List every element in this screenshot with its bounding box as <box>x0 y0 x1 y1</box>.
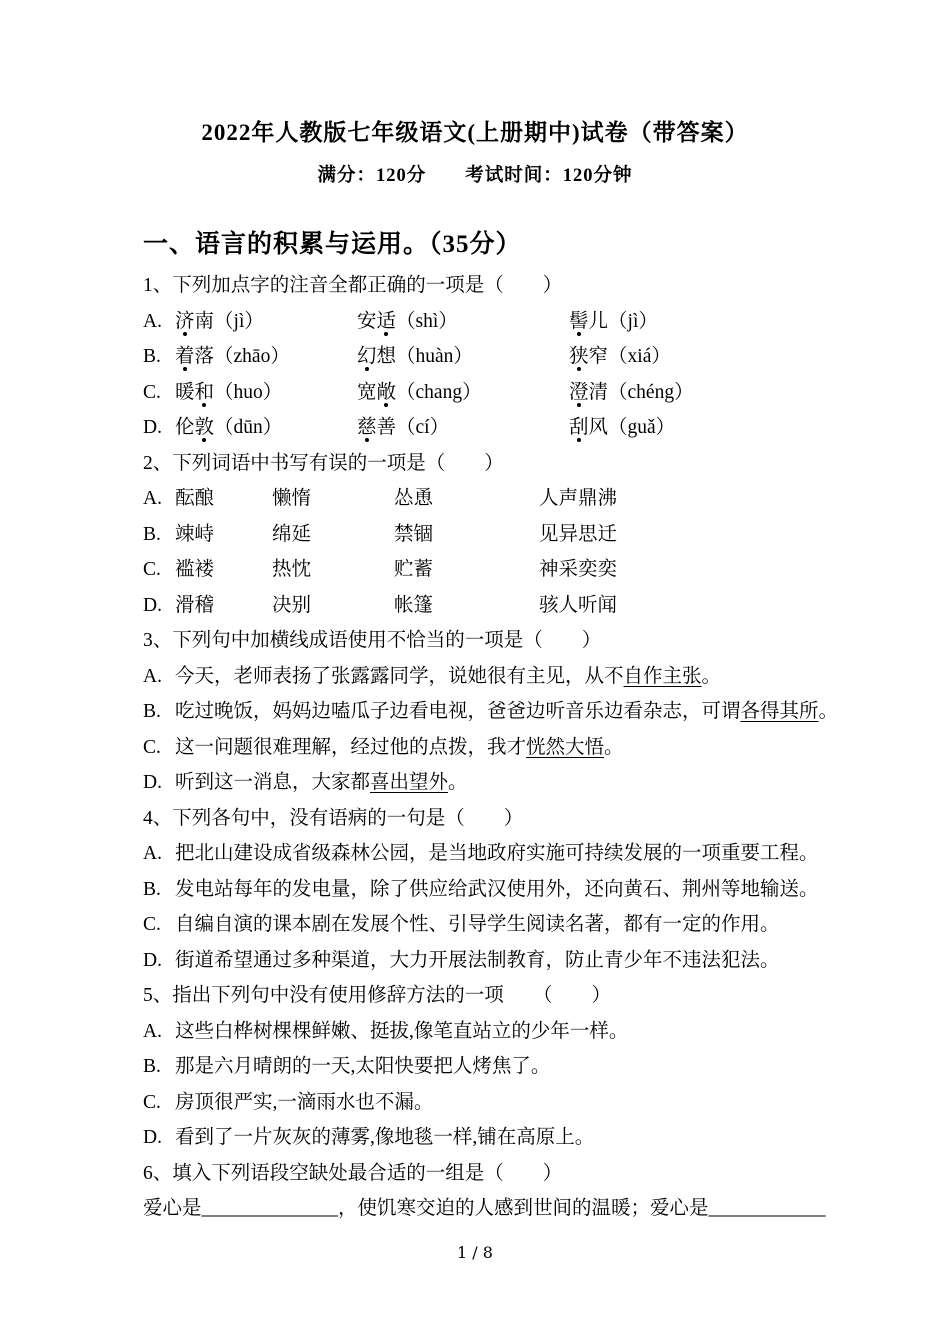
word-with-pinyin <box>175 375 357 411</box>
char: 暖 <box>175 381 195 403</box>
option-row <box>143 907 870 943</box>
pinyin: （jì） <box>214 310 264 332</box>
option-row <box>143 481 870 517</box>
option-row <box>143 552 870 588</box>
exam-body <box>143 222 870 1227</box>
option-row <box>143 304 870 340</box>
word-cell: 懒惰 <box>272 488 312 509</box>
option-label: B. <box>143 1056 161 1077</box>
word-with-pinyin <box>357 375 569 411</box>
option-label: A. <box>143 488 162 509</box>
char: 落 <box>194 346 215 367</box>
option-label: B. <box>143 346 161 367</box>
char: 宽 <box>357 381 377 403</box>
option-text: 房顶很严实,一滴雨水也不漏。 <box>175 1091 434 1113</box>
word-cell: 神采奕奕 <box>539 559 618 580</box>
dotted-char: 和 <box>194 381 215 403</box>
question-5-options <box>143 1014 870 1156</box>
option-row <box>143 1120 870 1156</box>
word-cell: 酝酿 <box>175 488 215 509</box>
option-text: 发电站每年的发电量，除了供应给武汉使用外，还向黄石、荆州等地输送。 <box>175 878 819 900</box>
option-row <box>143 836 870 872</box>
dotted-char: 敦 <box>194 417 215 438</box>
option-text: 街道希望通过多种渠道，大力开展法制教育，防止青少年不违法犯法。 <box>175 949 780 971</box>
word-cell: 怂恿 <box>394 488 434 509</box>
option-text <box>175 694 870 730</box>
option-row <box>143 730 870 766</box>
pinyin: （zhāo） <box>214 346 290 367</box>
option-label: C. <box>143 1091 161 1113</box>
option-row <box>143 765 870 801</box>
word-with-pinyin <box>357 304 569 340</box>
option-row <box>143 694 870 730</box>
option-text <box>175 765 870 801</box>
option-text: 看到了一片灰灰的薄雾,像地毯一样,铺在高原上。 <box>175 1127 595 1148</box>
option-label: D. <box>143 417 162 438</box>
sentence-text: 听到这一消息，大家都 <box>175 772 371 793</box>
char: 南 <box>194 310 215 332</box>
word-with-pinyin <box>175 410 357 446</box>
dotted-char: 髻 <box>569 310 589 332</box>
char: 安 <box>357 310 377 332</box>
option-row <box>143 410 870 446</box>
page-number: 1 / 8 <box>457 1243 493 1262</box>
exam-title: 2022年人教版七年级语文(上册期中)试卷（带答案） <box>201 120 749 145</box>
question-6-stem: 6、填入下列语段空缺处最合适的一组是（ ） <box>143 1162 563 1184</box>
option-label: C. <box>143 559 161 580</box>
pinyin: （huo） <box>214 381 283 403</box>
underlined-idiom: 喜出望外 <box>370 772 449 793</box>
pinyin: （cí） <box>396 417 450 438</box>
word-with-pinyin <box>357 410 569 446</box>
option-text: 那是六月晴朗的一天,太阳快要把人烤焦了。 <box>175 1056 551 1077</box>
sentence-text: 今天，老师表扬了张露露同学，说她很有主见，从不 <box>175 665 624 687</box>
word-cell: 骇人听闻 <box>539 594 618 616</box>
option-label: C. <box>143 736 161 758</box>
option-row <box>143 517 870 553</box>
option-text: 自编自演的课本剧在发展个性、引导学生阅读名著，都有一定的作用。 <box>175 914 780 935</box>
underlined-idiom: 恍然大悟 <box>526 736 605 758</box>
option-label: D. <box>143 1127 162 1148</box>
char: 善 <box>376 417 397 438</box>
word-with-pinyin <box>569 339 870 375</box>
sentence-text: 吃过晚饭，妈妈边嗑瓜子边看电视，爸爸边听音乐边看杂志，可谓 <box>175 701 741 722</box>
option-label: D. <box>143 772 162 793</box>
word-cell: 禁锢 <box>394 523 434 545</box>
option-row <box>143 872 870 908</box>
word-with-pinyin <box>569 410 870 446</box>
question-2-stem: 2、下列词语中书写有误的一项是（ ） <box>143 452 504 474</box>
option-label: D. <box>143 594 162 616</box>
word-cell: 滑稽 <box>175 594 215 616</box>
dotted-char: 狭 <box>569 346 589 367</box>
question-3-stem: 3、下列句中加横线成语使用不恰当的一项是（ ） <box>143 630 602 651</box>
option-label: D. <box>143 949 162 971</box>
option-row <box>143 339 870 375</box>
sentence-text: 。 <box>818 701 839 722</box>
option-label: C. <box>143 914 161 935</box>
option-label: B. <box>143 701 161 722</box>
dotted-char: 适 <box>376 310 397 332</box>
dotted-char: 慈 <box>357 417 377 438</box>
pinyin: （shì） <box>396 310 458 332</box>
pinyin: （xiá） <box>608 346 671 367</box>
char: 儿 <box>588 310 609 332</box>
word-cell: 褴褛 <box>175 559 215 580</box>
dotted-char: 刮 <box>569 417 589 438</box>
sentence-text: 这一问题很难理解，经过他的点拨，我才 <box>175 736 527 758</box>
word-with-pinyin <box>569 375 870 411</box>
question-1-stem: 1、下列加点字的注音全都正确的一项是（ ） <box>143 275 563 296</box>
option-text: 这些白桦树棵棵鲜嫩、挺拔,像笔直站立的少年一样。 <box>175 1020 629 1042</box>
sentence-text: 。 <box>604 736 624 758</box>
underlined-idiom: 自作主张 <box>623 665 702 687</box>
word-cell: 见异思迁 <box>539 523 618 545</box>
word-cell: 贮蓄 <box>394 559 434 580</box>
option-label: C. <box>143 381 161 403</box>
option-row <box>143 1085 870 1121</box>
pinyin: （chang） <box>396 381 482 403</box>
option-row <box>143 588 870 624</box>
char: 风 <box>588 417 609 438</box>
word-cell: 绵延 <box>272 523 312 545</box>
sentence-text: 。 <box>448 772 468 793</box>
word-with-pinyin <box>357 339 569 375</box>
word-cell: 热忱 <box>272 559 312 580</box>
pinyin: （dūn） <box>214 417 283 438</box>
dotted-char: 着 <box>175 346 195 367</box>
dotted-char: 敞 <box>376 381 397 403</box>
option-row <box>143 659 870 695</box>
option-label: B. <box>143 878 161 900</box>
section-heading: 一、语言的积累与运用。（35分） <box>143 231 522 258</box>
char: 窄 <box>588 346 609 367</box>
sentence-text: 。 <box>701 665 722 687</box>
option-text: 把北山建设成省级森林公园，是当地政府实施可持续发展的一项重要工程。 <box>175 843 819 864</box>
option-text <box>175 659 870 695</box>
option-row <box>143 375 870 411</box>
option-row <box>143 1049 870 1085</box>
question-6-body: 爱心是______________，使饥寒交迫的人感到世间的温暖；爱心是____________ <box>143 1198 826 1219</box>
pinyin: （huàn） <box>396 346 473 367</box>
question-4-stem: 4、下列各句中，没有语病的一句是（ ） <box>143 807 524 829</box>
dotted-char: 幻 <box>357 346 377 367</box>
underlined-idiom: 各得其所 <box>740 701 819 722</box>
word-cell: 竦峙 <box>175 523 215 545</box>
question-2-options <box>143 481 870 623</box>
pinyin: （jì） <box>608 310 658 332</box>
pinyin: （chéng） <box>608 381 694 403</box>
option-row <box>143 1014 870 1050</box>
option-label: A. <box>143 665 162 687</box>
pinyin: （guǎ） <box>608 417 676 438</box>
option-label: A. <box>143 1020 162 1042</box>
option-row <box>143 943 870 979</box>
word-cell: 决别 <box>272 594 312 616</box>
dotted-char: 澄 <box>569 381 589 403</box>
question-3-options <box>143 659 870 801</box>
option-text <box>175 730 870 766</box>
word-with-pinyin <box>175 304 357 340</box>
word-with-pinyin <box>175 339 357 375</box>
char: 清 <box>588 381 609 403</box>
question-1-options <box>143 304 870 446</box>
option-label: B. <box>143 523 161 545</box>
word-cell: 人声鼎沸 <box>539 488 618 509</box>
question-4-options <box>143 836 870 978</box>
option-label: A. <box>143 310 162 332</box>
char: 伦 <box>175 417 195 438</box>
question-5-stem: 5、指出下列句中没有使用修辞方法的一项 （ ） <box>143 985 612 1006</box>
char: 想 <box>376 346 397 367</box>
word-cell: 帐篷 <box>394 594 434 616</box>
exam-subtitle: 满分：120分 考试时间：120分钟 <box>317 166 633 186</box>
option-label: A. <box>143 843 162 864</box>
word-with-pinyin <box>569 304 870 340</box>
dotted-char: 济 <box>175 310 195 332</box>
